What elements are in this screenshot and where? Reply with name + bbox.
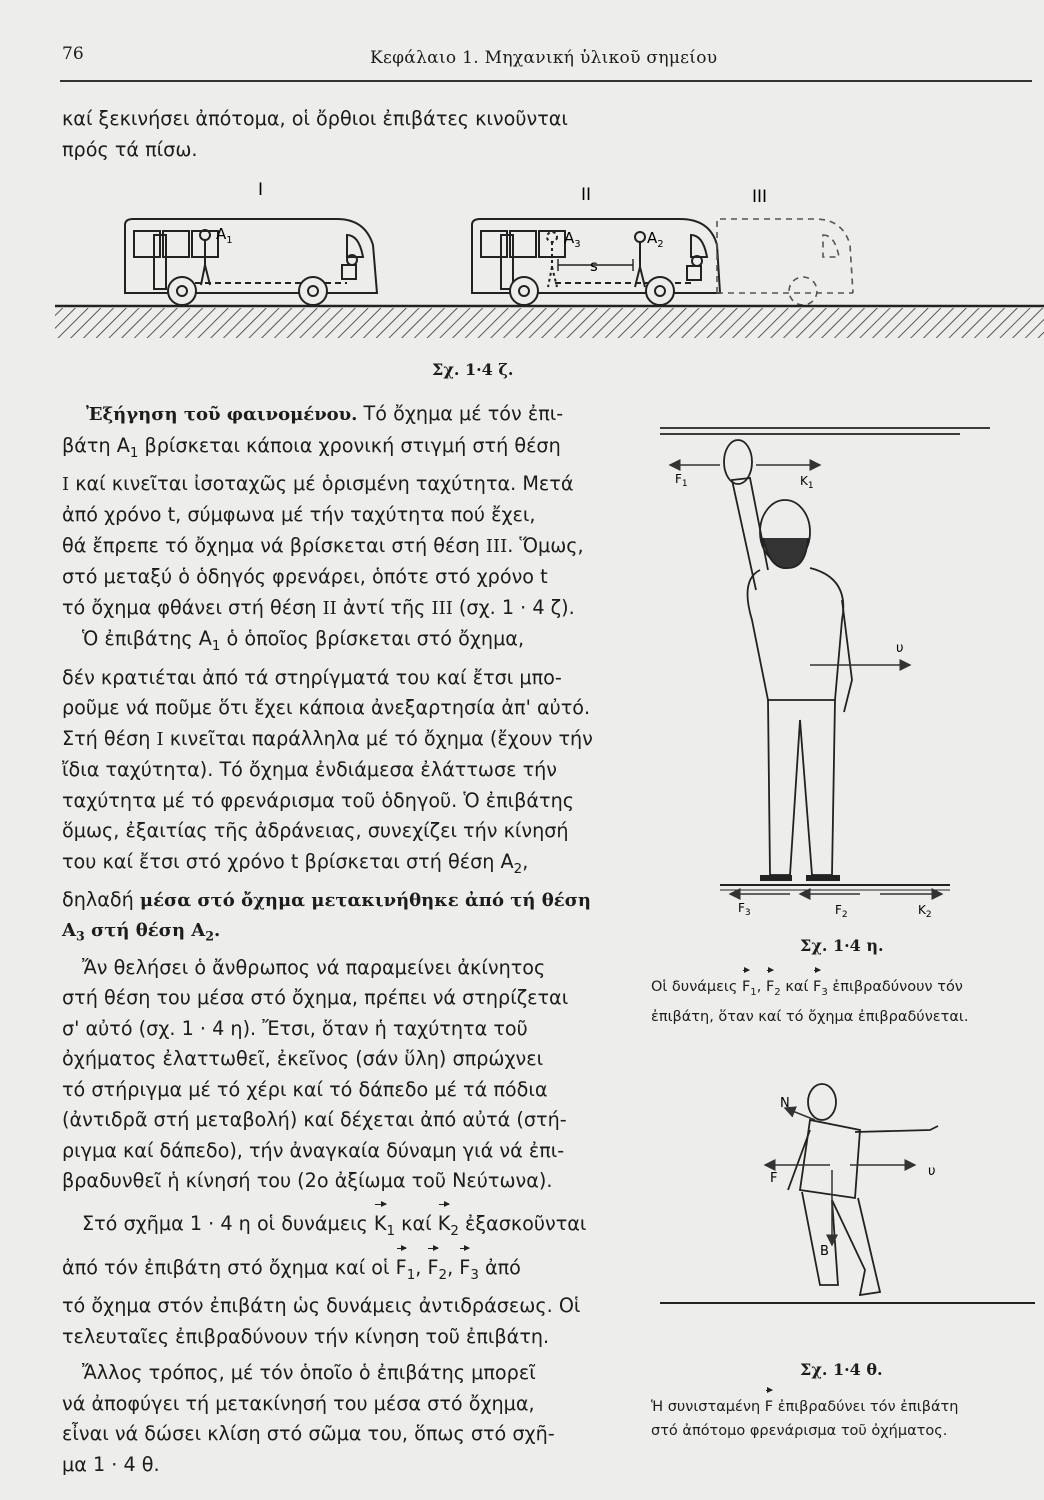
main-text-column: [62, 399, 630, 1480]
para1-line-6: στό μεταξύ ὁ ὁδηγός φρενάρει, ὁπότε στό χρόνο t: [62, 565, 548, 589]
para4-line-2: ἀπό τόν ἐπιβάτη στό ὄχημα καί οἱ $F_1$, $F_2$, $F_3$ ἀπό: [62, 1253, 630, 1291]
para2-line-5: ἴδια ταχύτητα). Τό ὄχημα ἐνδιάμεσα ἐλάττωσε τήν: [62, 758, 558, 782]
label-F: F: [770, 1171, 778, 1186]
para1-line-7: τό ὄχημα φθάνει στή θέση II ἀντί τῆς III (σχ. 1 · 4 ζ).: [62, 595, 575, 619]
para2-line-10: $A_3$ στή θέση $A_2$.: [62, 920, 221, 945]
para4-line-3: τό ὄχημα στόν ἐπιβάτη ὡς δυνάμεις ἀντιδράσεως. Οἱ: [62, 1294, 581, 1318]
intro-line-1: καί ξεκινήσει ἀπότομα, οἱ ὄρθιοι ἐπιβάτες κινοῦνται: [62, 107, 568, 130]
para3-line-4: ὀχήματος ἐλαττωθεῖ, ἐκεῖνος (σάν ὕλη) σπρώχνει: [62, 1047, 544, 1071]
figure-4z-caption: Σχ. 1·4 ζ.: [432, 360, 514, 379]
label-position-III: III: [752, 187, 768, 207]
para2-line-8: του καί ἔτσι στό χρόνο t βρίσκεται στή θέση $A_2$,: [62, 849, 529, 877]
para2-line-4: Στή θέση I κινεῖται παράλληλα μέ τό ὄχημα (ἔχουν τήν: [62, 726, 593, 750]
figure-bus-diagram: [55, 175, 1044, 350]
figure-4h-text: [651, 975, 1036, 1029]
leaning-passenger-head: [808, 1084, 836, 1120]
para5-line-4: μα 1 · 4 θ.: [62, 1452, 160, 1476]
figure-4th-text-line-1: Ἡ συνισταμένη F ἐπιβραδύνει τόν ἐπιβάτη: [651, 1395, 1036, 1419]
label-position-II: II: [581, 185, 592, 205]
para5-line-3: εἶναι νά δώσει κλίση στό σῶμα του, ὅπως στό σχῆ-: [62, 1422, 555, 1446]
figure-4th-text-line-2: στό ἀπότομο φρενάρισμα τοῦ ὀχήματος.: [651, 1423, 948, 1439]
para1-line-3: I καί κινεῖται ἰσοταχῶς μέ ὁρισμένη ταχύτητα. Μετά: [62, 471, 574, 495]
para3-line-3: σ' αὐτό (σχ. 1 · 4 η). Ἔτσι, ὅταν ἡ ταχύτητα τοῦ: [62, 1016, 528, 1040]
label-F2: $F_2$: [835, 903, 848, 920]
ground-hatch: [55, 308, 1044, 338]
running-title: Κεφάλαιο 1. Μηχανική ὑλικοῦ σημείου: [370, 48, 718, 68]
figure-standing-passenger: [660, 420, 1040, 930]
page-number: 76: [62, 44, 84, 64]
bus-position-I: [125, 219, 377, 305]
para2-line-9: δηλαδή μέσα στό ὄχημα μετακινήθηκε ἀπό τή θέση: [62, 887, 592, 911]
label-A1: $A_1$: [216, 225, 233, 246]
figure-4h-text-line-1: Οἱ δυνάμεις $F_1$, $F_2$ καί $F_3$ ἐπιβραδύνουν τόν: [651, 975, 1036, 1005]
label-position-I: I: [258, 180, 264, 200]
para3-line-7: ριγμα καί δάπεδο), τήν ἀναγκαία δύναμη γιά νά ἐπι-: [62, 1138, 565, 1162]
label-K2: $K_2$: [918, 903, 932, 920]
label-v: υ: [896, 641, 904, 656]
para1-line-2: βάτη $A_1$ βρίσκεται κάποια χρονική στιγμή στή θέση: [62, 433, 561, 461]
label-A3: $A_3$: [564, 229, 581, 250]
figure-4h-text-line-2: ἐπιβάτη, ὅταν καί τό ὄχημα ἐπιβραδύνεται.: [651, 1008, 969, 1025]
para2-line-1: Ὁ ἐπιβάτης $A_1$ ὁ ὁποῖος βρίσκεται στό ὄχημα,: [82, 627, 525, 655]
figure-4h-caption: Σχ. 1·4 η.: [800, 936, 884, 955]
para1-line-1: Ἐξήγηση τοῦ φαινομένου. Τό ὄχημα μέ τόν ἐπι-: [86, 402, 564, 425]
para4-line-4: τελευταῖες ἐπιβραδύνουν τήν κίνηση τοῦ ἐπιβάτη.: [62, 1324, 550, 1348]
label-B: B: [820, 1244, 829, 1259]
para5-line-2: νά ἀποφύγει τή μετακίνησή του μέσα στό ὄχημα,: [62, 1391, 535, 1415]
para2-line-6: ταχύτητα μέ τό φρενάρισμα τοῦ ὁδηγοῦ. Ὁ ἐπιβάτης: [62, 788, 575, 812]
para1-line-5: θά ἔπρεπε τό ὄχημα νά βρίσκεται στή θέση III. Ὅμως,: [62, 533, 584, 557]
para1-line-4: ἀπό χρόνο t, σύμφωνα μέ τήν ταχύτητα πού ἔχει,: [62, 503, 536, 527]
para2-line-7: ὅμως, ἐξαιτίας τῆς ἀδράνειας, συνεχίζει τήν κίνησή: [62, 819, 569, 843]
para2-line-3: ροῦμε νά ποῦμε ὅτι ἔχει κάποια ἀνεξαρτησία ἀπ' αὐτό.: [62, 696, 591, 720]
para4-line-1: Στό σχῆμα 1 · 4 η οἱ δυνάμεις $K_1$ καί $K_2$ ἐξασκοῦνται: [62, 1209, 630, 1247]
para3-line-6: (ἀντιδρᾶ στή μεταβολή) καί δέχεται ἀπό αὐτά (στή-: [62, 1108, 567, 1132]
para3-line-8: βραδυνθεῖ ἡ κίνησή του (2ο ἀξίωμα τοῦ Νεύτωνα).: [62, 1169, 553, 1193]
figure-4th-text: [651, 1395, 1036, 1443]
intro-line-2: πρός τά πίσω.: [62, 137, 198, 161]
para5-line-1: Ἄλλος τρόπος, μέ τόν ὁποῖο ὁ ἐπιβάτης μπορεῖ: [82, 1361, 536, 1385]
figure-leaning-passenger: [660, 1070, 1040, 1320]
para3-line-1: Ἄν θελήσει ὁ ἄνθρωπος νά παραμείνει ἀκίνητος: [82, 955, 546, 979]
label-F1: $F_1$: [675, 472, 688, 489]
intro-text: [62, 104, 630, 165]
label-K1: $K_1$: [800, 474, 814, 491]
bus-position-III: [717, 219, 853, 305]
figure-4th-caption: Σχ. 1·4 θ.: [800, 1360, 883, 1379]
label-N: N: [780, 1096, 790, 1111]
label-F3: $F_3$: [738, 901, 751, 918]
para3-line-2: στή θέση του μέσα στό ὄχημα, πρέπει νά στηρίζεται: [62, 986, 569, 1010]
para2-line-2: δέν κρατιέται ἀπό τά στηρίγματά του καί ἔτσι μπο-: [62, 665, 562, 689]
para3-line-5: τό στήριγμα μέ τό χέρι καί τό δάπεδο μέ τά πόδια: [62, 1077, 548, 1101]
label-A2: $A_2$: [647, 229, 664, 250]
header-rule: [60, 80, 1032, 82]
label-v-2: υ: [928, 1164, 936, 1179]
label-s: s: [590, 257, 598, 275]
